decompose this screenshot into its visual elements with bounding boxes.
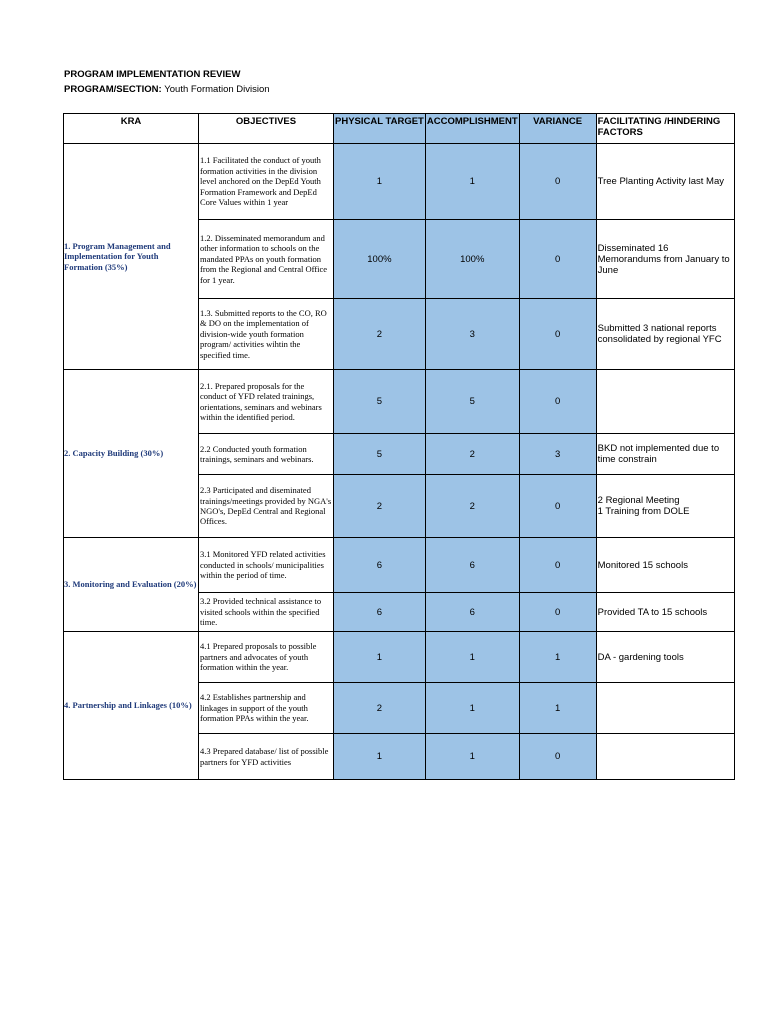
table-row <box>64 370 735 434</box>
col-header-physical-target: PHYSICAL TARGET <box>334 114 426 144</box>
accomplishment-cell: 1 <box>425 683 519 734</box>
col-header-accomplishment: ACCOMPLISHMENT <box>425 114 519 144</box>
section-value: Youth Formation Division <box>164 83 270 95</box>
target-cell: 2 <box>334 683 426 734</box>
factors-cell <box>596 370 734 434</box>
target-cell: 5 <box>334 434 426 475</box>
variance-cell: 0 <box>519 475 596 538</box>
target-cell: 1 <box>334 734 426 780</box>
objective-cell: 2.3 Participated and diseminated trainings/meetings provided by NGA's NGO's, DepEd Central and Regional Offices. <box>199 475 334 538</box>
target-cell: 5 <box>334 370 426 434</box>
factors-cell: Tree Planting Activity last May <box>596 144 734 220</box>
objective-cell: 2.2 Conducted youth formation trainings, seminars and webinars. <box>199 434 334 475</box>
factors-cell: 2 Regional Meeting 1 Training from DOLE <box>596 475 734 538</box>
factors-cell: Monitored 15 schools <box>596 538 734 593</box>
factors-cell <box>596 683 734 734</box>
accomplishment-cell: 1 <box>425 144 519 220</box>
kra-cell: 1. Program Management and Implementation for Youth Formation (35%) <box>64 144 199 370</box>
section-label: PROGRAM/SECTION: <box>64 83 162 95</box>
objective-cell: 4.3 Prepared database/ list of possible partners for YFD activities <box>199 734 334 780</box>
objective-cell: 4.1 Prepared proposals to possible partners and advocates of youth formation within the year. <box>199 632 334 683</box>
target-cell: 100% <box>334 220 426 299</box>
accomplishment-cell: 3 <box>425 299 519 370</box>
table-row <box>64 632 735 683</box>
objective-cell: 2.1. Prepared proposals for the conduct of YFD related trainings, orientations, seminars and webinars within the identified period. <box>199 370 334 434</box>
accomplishment-cell: 6 <box>425 593 519 632</box>
variance-cell: 1 <box>519 632 596 683</box>
objective-cell: 1.3. Submitted reports to the CO, RO & DO on the implementation of division-wide youth formation program/ activities wihtin the specified time. <box>199 299 334 370</box>
table-row <box>64 538 735 593</box>
factors-cell: Disseminated 16 Memorandums from January to June <box>596 220 734 299</box>
objective-cell: 4.2 Establishes partnership and linkages in support of the youth formation PPAs within the year. <box>199 683 334 734</box>
accomplishment-cell: 100% <box>425 220 519 299</box>
kra-cell: 2. Capacity Building (30%) <box>64 370 199 538</box>
accomplishment-cell: 1 <box>425 734 519 780</box>
section-line <box>64 83 270 98</box>
objective-cell: 1.1 Facilitated the conduct of youth formation activities in the division level anchored on the DepEd Youth Formation Framework and DepEd Core Values within 1 year <box>199 144 334 220</box>
target-cell: 2 <box>334 299 426 370</box>
document-title: PROGRAM IMPLEMENTATION REVIEW <box>64 69 241 80</box>
accomplishment-cell: 2 <box>425 475 519 538</box>
accomplishment-cell: 5 <box>425 370 519 434</box>
objective-cell: 3.2 Provided technical assistance to visited schools within the specified time. <box>199 593 334 632</box>
variance-cell: 0 <box>519 144 596 220</box>
target-cell: 1 <box>334 144 426 220</box>
accomplishment-cell: 2 <box>425 434 519 475</box>
variance-cell: 0 <box>519 593 596 632</box>
col-header-factors: FACILITATING /HINDERING FACTORS <box>596 114 734 144</box>
variance-cell: 0 <box>519 538 596 593</box>
target-cell: 6 <box>334 593 426 632</box>
objective-cell: 3.1 Monitored YFD related activities conducted in schools/ municipalities within the period of time. <box>199 538 334 593</box>
accomplishment-cell: 1 <box>425 632 519 683</box>
factors-cell: BKD not implemented due to time constrain <box>596 434 734 475</box>
factors-cell: DA - gardening tools <box>596 632 734 683</box>
kra-cell: 3. Monitoring and Evaluation (20%) <box>64 538 199 632</box>
col-header-objectives: OBJECTIVES <box>199 114 334 144</box>
variance-cell: 3 <box>519 434 596 475</box>
review-table <box>63 113 735 780</box>
document-header <box>64 68 270 97</box>
target-cell: 2 <box>334 475 426 538</box>
variance-cell: 0 <box>519 370 596 434</box>
objective-cell: 1.2. Disseminated memorandum and other information to schools on the mandated PPAs on youth formation from the Regional and Central Office for 1 year. <box>199 220 334 299</box>
variance-cell: 0 <box>519 220 596 299</box>
target-cell: 1 <box>334 632 426 683</box>
factors-cell <box>596 734 734 780</box>
variance-cell: 1 <box>519 683 596 734</box>
factors-cell: Submitted 3 national reports consolidated by regional YFC <box>596 299 734 370</box>
kra-cell: 4. Partnership and Linkages (10%) <box>64 632 199 780</box>
factors-cell: Provided TA to 15 schools <box>596 593 734 632</box>
variance-cell: 0 <box>519 734 596 780</box>
col-header-variance: VARIANCE <box>519 114 596 144</box>
target-cell: 6 <box>334 538 426 593</box>
col-header-kra: KRA <box>64 114 199 144</box>
variance-cell: 0 <box>519 299 596 370</box>
table-row <box>64 144 735 220</box>
table-header-row <box>64 114 735 144</box>
accomplishment-cell: 6 <box>425 538 519 593</box>
